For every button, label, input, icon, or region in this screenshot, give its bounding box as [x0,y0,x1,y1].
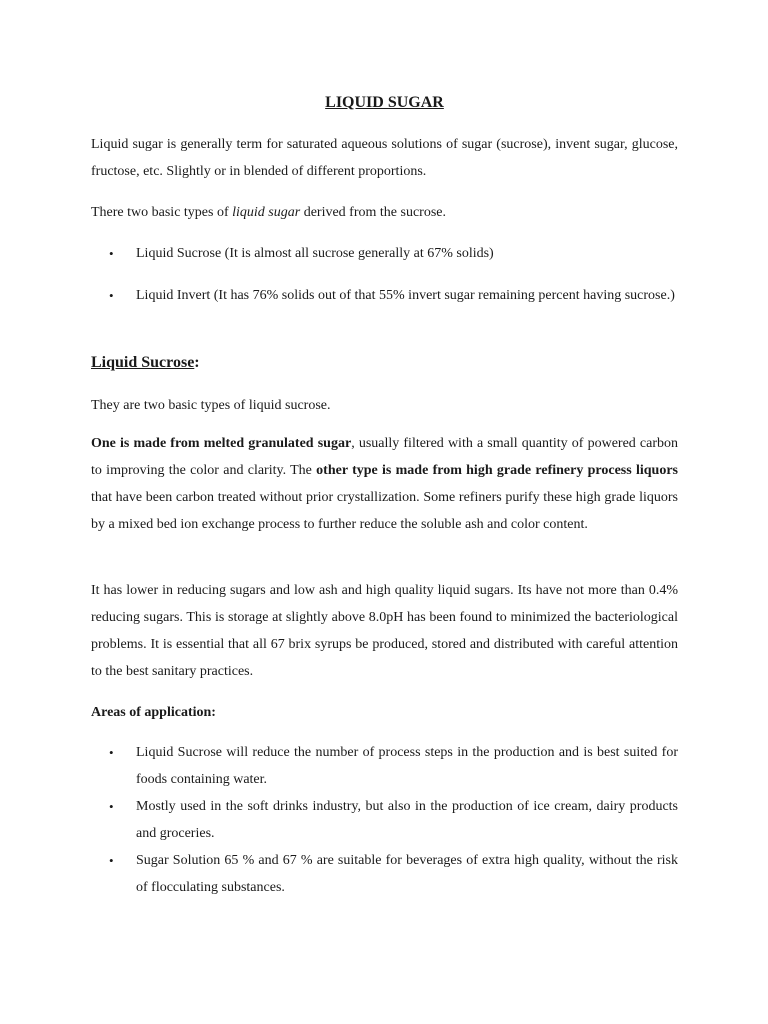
applications-heading: Areas of application: [91,705,216,720]
types-sentence-lead: There two basic types of [91,205,233,220]
application-item-process-steps [109,739,678,793]
types-sentence-tail: derived from the sucrose. [300,205,446,220]
list-item-liquid-invert [109,282,678,309]
section-heading-liquid-sucrose [91,351,200,375]
bold-phrase-refinery-liquors: other type is made from high grade refinery process liquors [316,463,678,478]
application-item-soft-drinks [109,793,678,847]
bullet-icon: • [109,246,114,261]
types-detail-paragraph [91,430,678,538]
section-heading-colon: : [194,354,200,371]
types-sentence [91,199,678,226]
application-item-beverages [109,847,678,901]
types-detail-text-2: that have been carbon treated without prior crystallization. Some refiners purify these high grade liquors by a mixed bed ion exchange process to further reduce the soluble ash and color content. [91,490,678,532]
document-title: LIQUID SUGAR [325,94,444,111]
application-item-text: Sugar Solution 65 % and 67 % are suitable for beverages of extra high quality, without the risk of flocculating substances. [136,853,678,895]
application-item-text: Mostly used in the soft drinks industry, but also in the production of ice cream, dairy products and groceries. [136,799,678,841]
quality-paragraph: It has lower in reducing sugars and low ash and high quality liquid sugars. Its have not more than 0.4% reducing sugars. This is storage at slightly above 8.0pH has been found to minimized the bacteriological problems. It is essential that all 67 brix syrups be produced, stored and distributed with careful attention to the best sanitary practices. [91,583,678,679]
types-detail-text-1: , usually filtered with a small quantity of powered carbon to improving the color and clarity. The [91,436,679,478]
bullet-icon: • [109,799,114,814]
bullet-icon: • [109,853,114,868]
section-heading-text: Liquid Sucrose [91,354,195,371]
list-item-text: Liquid Invert (It has 76% solids out of that 55% invert sugar remaining percent having sucrose.) [136,288,675,303]
intro-paragraph: Liquid sugar is generally term for saturated aqueous solutions of sugar (sucrose), invent sugar, glucose, fructose, etc. Slightly or in blended of different proportions. [91,137,678,179]
list-item-text: Liquid Sucrose (It is almost all sucrose generally at 67% solids) [136,246,494,261]
list-item-liquid-sucrose [109,240,678,267]
bullet-icon: • [109,288,114,303]
application-item-text: Liquid Sucrose will reduce the number of process steps in the production and is best suited for foods containing water. [136,745,678,787]
liquid-sugar-italic: liquid sugar [232,205,301,220]
section-intro-paragraph: They are two basic types of liquid sucrose. [91,398,331,413]
bold-phrase-melted-sugar: One is made from melted granulated sugar [91,436,352,451]
bullet-icon: • [109,745,114,760]
